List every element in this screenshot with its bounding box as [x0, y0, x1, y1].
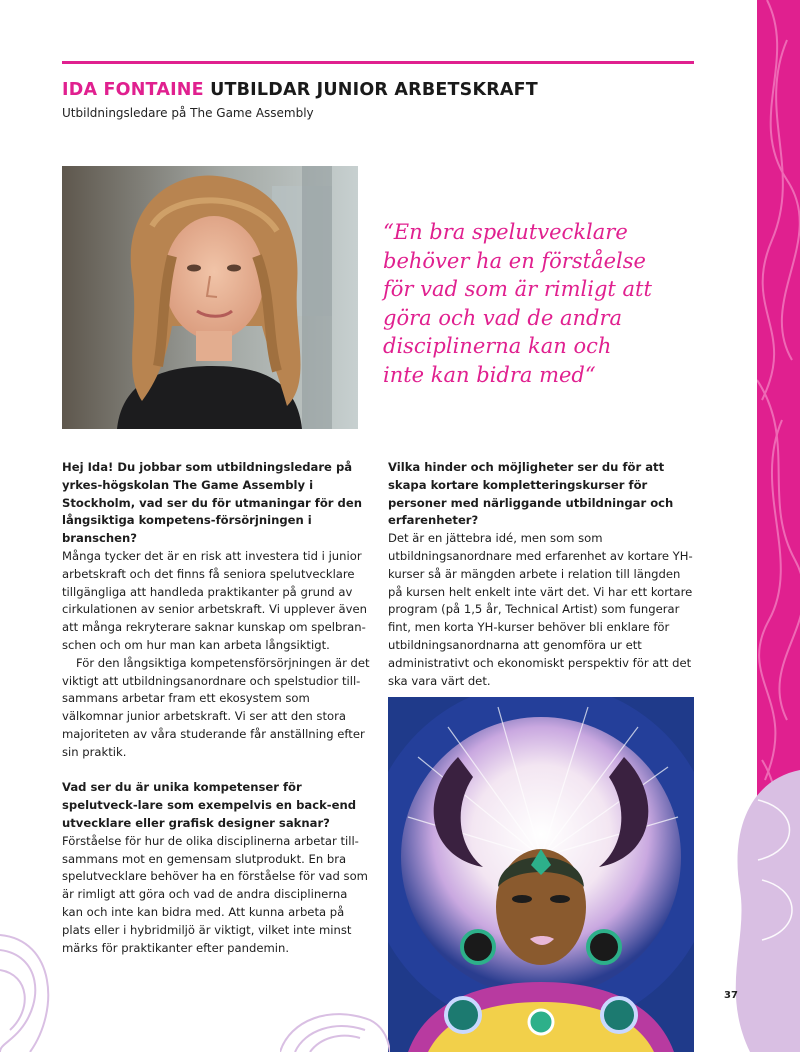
- left-text-column: [62, 459, 370, 957]
- pull-quote: “En bra spelutvecklare behöver ha en förståelse för vad som är rimligt att göra och vad de andra disciplinerna kan och inte kan bidra med“: [383, 220, 652, 387]
- portrait-photo: [62, 166, 358, 429]
- question-3: Vilka hinder och möjligheter ser du för att skapa kortare kompletteringskurser för personer med närliggande utbildningar och erfarenheter?: [388, 460, 674, 528]
- answer-2: Förståelse för hur de olika disciplinerna arbetar till-sammans mot en gemensam slutprodukt. En bra spelutvecklare behöver ha en förståelse för vad som är rimligt att göra och vad de andra disciplinerna kan och inte kan bidra med. Att kunna arbeta på plats eller i hybridmiljö är viktigt, vilket inte minst märks för praktikanter efter pandemin.: [62, 833, 368, 955]
- decorative-swirl-icon: [280, 1000, 390, 1052]
- title-name: IDA FONTAINE: [62, 80, 204, 100]
- question-1: Hej Ida! Du jobbar som utbildningsledare på yrkes-högskolan The Game Assembly i Stockholm, vad ser du för utmaningar för den långsiktiga kompetens-försörjningen i branschen?: [62, 460, 362, 546]
- decorative-swirl-icon: [0, 930, 60, 1052]
- right-text-column: [388, 459, 694, 690]
- decorative-lilac-shape: [690, 770, 800, 1052]
- portrait-photo-icon: [62, 166, 358, 429]
- article-title: [62, 80, 538, 100]
- page-number: 37: [724, 990, 738, 1001]
- horned-figure-illustration: [388, 697, 694, 1052]
- answer-1-paragraph-2: För den långsiktiga kompetensförsörjningen är det viktigt att utbildningsanordnare och spelstudior till-sammans arbetar fram ett ekosystem som välkomnar junior arbetskraft. Vi ser att den stora majoriteten av våra studerande får anställning efter sin praktik.: [62, 655, 370, 759]
- title-rest: UTBILDAR JUNIOR ARBETSKRAFT: [203, 80, 538, 100]
- top-divider: [62, 61, 694, 64]
- stylized-horned-figure-icon: [388, 697, 694, 1052]
- article-subtitle: Utbildningsledare på The Game Assembly: [62, 106, 314, 120]
- answer-3: Det är en jättebra idé, men som som utbildningsanordnare med erfarenhet av kortare YH-kurser så är mängden arbete i relation till längden på kursen helt enkelt inte värt det. Vi har ett kortare program (på 1,5 år, Technical Artist) som fungerar fint, men korta YH-kurser behöver bli enklare för utbildningsanordnarna att genomföra ur ett administrativt och ekonomiskt perspektiv för att det ska vara värt det.: [388, 531, 693, 688]
- answer-1-paragraph-1: Många tycker det är en risk att investera tid i junior arbetskraft och det finns få seniora spelutvecklare tillgängliga att handleda praktikanter på grund av cirkulationen av senior arbetskraft. Vi upplever även att många rekryterare saknar kunskap om spelbran-schen och om hur man kan arbeta långsiktigt.: [62, 548, 367, 652]
- question-2: Vad ser du är unika kompetenser för spelutveck-lare som exempelvis en back-end utvecklare eller grafisk designer saknar?: [62, 780, 357, 830]
